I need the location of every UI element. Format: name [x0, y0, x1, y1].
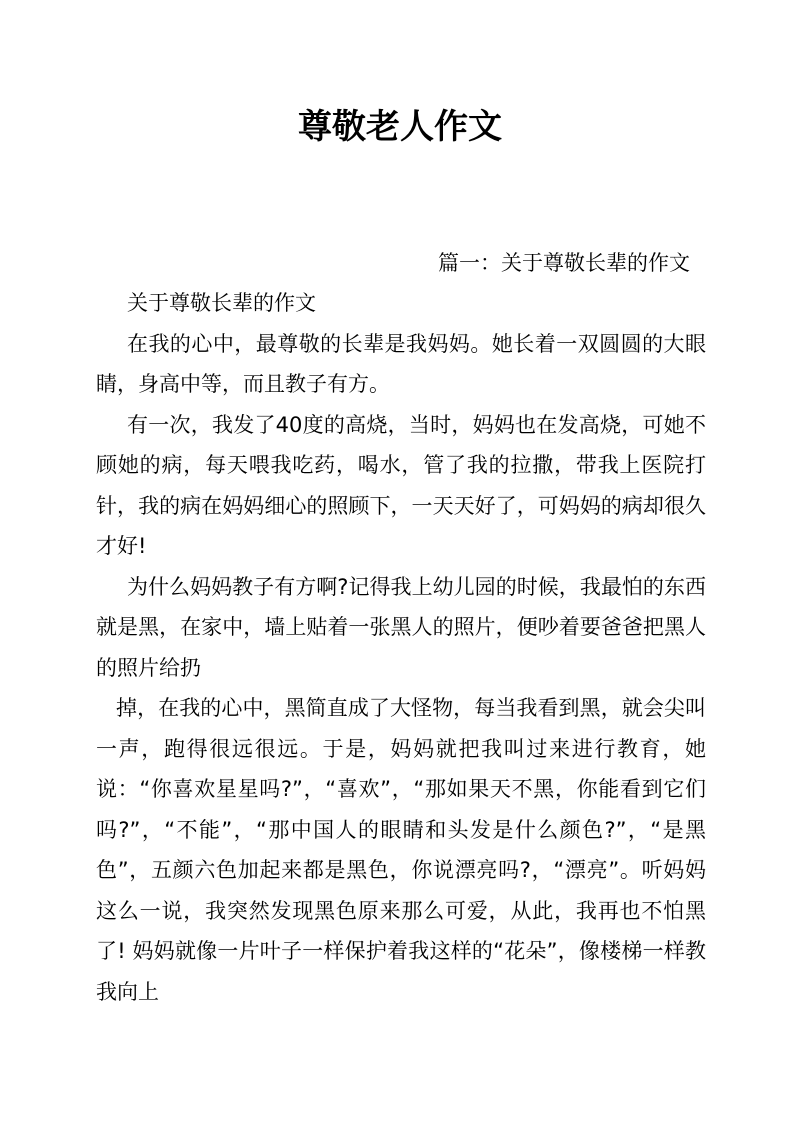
- paragraph: 有一次，我发了40度的高烧，当时，妈妈也在发高烧，可她不顾她的病，每天喂我吃药，喝水，管了我的拉撒，带我上医院打针，我的病在妈妈细心的照顾下，一天天好了，可妈妈的病却很久才好!: [96, 412, 706, 558]
- document-title: 尊敬老人作文: [298, 107, 502, 147]
- paragraph: 掉，在我的心中，黑简直成了大怪物，每当我看到黑，就会尖叫一声，跑得很远很远。于是，妈妈就把我叫过来进行教育，她说：“你喜欢星星吗?”，“喜欢”，“那如果天不黑，你能看到它们吗?”，“不能”，“那中国人的眼睛和头发是什么颜色?”，“是黑色”，五颜六色加起来都是黑色，你说漂亮吗?，“漂亮”。听妈妈这么一说，我突然发现黑色原来那么可爱，从此，我再也不怕黑了! 妈妈就像一片叶子一样保护着我这样的“花朵”，像楼梯一样教我向上: [96, 696, 706, 1004]
- paragraph: 为什么妈妈教子有方啊?记得我上幼儿园的时候，我最怕的东西就是黑，在家中，墙上贴着一张黑人的照片，便吵着要爸爸把黑人的照片给扔: [96, 574, 706, 680]
- article-body: [96, 283, 706, 1012]
- paragraph-subtitle: 关于尊敬长辈的作文: [127, 291, 316, 315]
- section-title: 篇一：关于尊敬长辈的作文: [438, 251, 690, 275]
- paragraph: 在我的心中，最尊敬的长辈是我妈妈。她长着一双圆圆的大眼睛，身高中等，而且教子有方。: [96, 331, 706, 396]
